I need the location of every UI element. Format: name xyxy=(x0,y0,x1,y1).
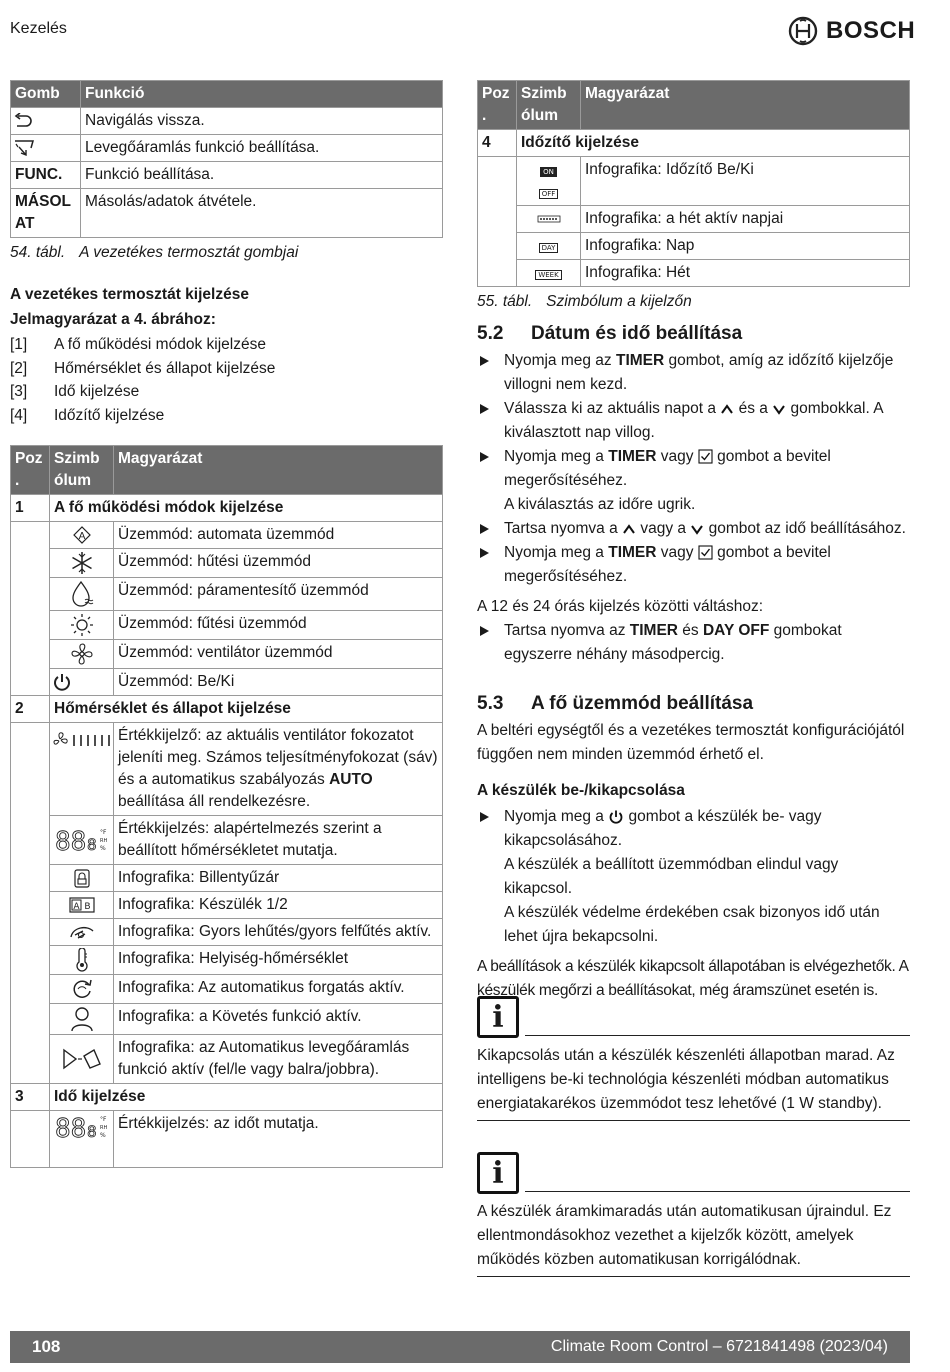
steps-list xyxy=(477,349,910,589)
table-row: Infografika: Az automatikus forgatás aktív. xyxy=(11,975,443,1004)
col-header-symbol: Szimb ólum xyxy=(517,81,581,130)
button-label: MÁSOL AT xyxy=(11,189,81,238)
svg-text:8: 8 xyxy=(86,835,97,854)
format-note: A 12 és 24 órás kijelzés közötti váltáshoz: xyxy=(477,598,764,615)
timer-symbols-table xyxy=(477,80,910,287)
table-row: Üzemmód: ventilátor üzemmód xyxy=(11,640,443,669)
table-row: Infografika: a hét aktív napjai xyxy=(478,206,910,233)
seven-segment-icon xyxy=(54,1113,110,1141)
svg-text:RH: RH xyxy=(99,1125,107,1131)
fan-speed-icon xyxy=(52,732,112,748)
table-row: Infografika: az Automatikus levegőáramlás funkció aktív (fel/le vagy balra/jobbra). xyxy=(11,1035,443,1084)
auto-mode-icon xyxy=(70,525,94,545)
step-item: Nyomja meg a gombot a készülék be- vagy kikapcsolásához. A készülék a beállított üzemmódban elindul vagy kikapcsol. A készülék védelme érdekében csak bizonyos idő után lehet újra bekapcsolni. xyxy=(477,805,910,949)
fan-speed-text: Értékkijelző: az aktuális ventilátor fokozatot jeleníti meg. Számos teljesítményfokozat (sáv) és a automatikus szabályozás AUTO beállítása áll rendelkezésre. xyxy=(114,723,443,816)
steps-list xyxy=(477,619,910,667)
button-label: FUNC. xyxy=(11,162,81,189)
table-row: Infografika: a Követés funkció aktív. xyxy=(11,1004,443,1035)
col-header-pos: Poz . xyxy=(478,81,517,130)
info-text: A készülék áramkimaradás után automatikusan újraindul. Ez ellentmondásokhoz vezethet a kijelzők között, amelyek működés közben automatikusan korrigálódnak. xyxy=(477,1200,910,1277)
svg-text:8: 8 xyxy=(86,1122,97,1141)
lock-icon xyxy=(72,868,92,888)
confirm-checkbox-icon xyxy=(698,545,713,560)
back-arrow-icon xyxy=(13,113,33,129)
svg-text:A: A xyxy=(78,530,85,542)
info-text: Kikapcsolás után a készülék készenléti állapotban marad. Az intelligens be-ki technológia készenléti módban automatikus energiatakarékos üzemmódot tesz lehetővé (1 W standby). xyxy=(477,1044,910,1121)
legend-item: [2] Hőmérséklet és állapot kijelzése xyxy=(10,359,276,377)
table-row: WEEK Infografika: Hét xyxy=(478,260,910,287)
section-header: Kezelés xyxy=(10,20,67,37)
svg-text:B: B xyxy=(83,901,91,912)
snowflake-icon xyxy=(70,551,94,575)
caption-text: Szimbólum a kijelzőn xyxy=(546,293,692,310)
table-row: 88 8 °F RH % Értékkijelzés: az időt mutatja. xyxy=(11,1111,443,1168)
on-off-icon: ON OFF xyxy=(517,157,581,206)
step-item: Nyomja meg a TIMER vagy gombot a bevitel megerősítéséhez. A kiválasztás az időre ugrik. xyxy=(477,445,910,517)
display-title: A vezetékes termosztát kijelzése xyxy=(10,286,249,303)
table-row: DAY Infografika: Nap xyxy=(478,233,910,260)
group-title: Időzítő kijelzése xyxy=(517,130,910,157)
table-row: Üzemmód: Be/Ki xyxy=(11,669,443,696)
table-row: Infografika: Billentyűzár xyxy=(11,865,443,892)
day-icon: DAY xyxy=(517,233,581,260)
svg-text:°F: °F xyxy=(99,829,106,836)
table-row: Üzemmód: páramentesítő üzemmód xyxy=(11,578,443,611)
page-footer xyxy=(10,1331,910,1363)
info-note-1 xyxy=(477,996,910,1121)
page-number: 108 xyxy=(32,1337,61,1356)
section-5-2 xyxy=(477,322,910,667)
function-text: Funkció beállítása. xyxy=(81,162,443,189)
svg-text:88: 88 xyxy=(54,1114,86,1141)
caption-number: 54. tábl. xyxy=(10,244,66,261)
steps-list xyxy=(477,805,910,949)
ab-icon xyxy=(69,896,95,914)
bosch-armature-icon xyxy=(788,16,818,46)
bosch-logo xyxy=(788,16,915,46)
fan-icon xyxy=(70,642,94,666)
thermometer-icon xyxy=(72,948,92,972)
rotation-icon xyxy=(70,977,94,1001)
table-row: A B Infografika: Készülék 1/2 xyxy=(11,892,443,919)
display-section xyxy=(10,283,443,427)
svg-text:°F: °F xyxy=(99,1116,106,1123)
group-row: 4 Időzítő kijelzése xyxy=(478,130,910,157)
power-icon xyxy=(52,672,72,692)
legend-item: [1] A fő működési módok kijelzése xyxy=(10,336,266,353)
table-row: Infografika: Gyors lehűtés/gyors felfűtés aktív. xyxy=(11,919,443,946)
group-title: A fő működési módok kijelzése xyxy=(50,495,443,522)
svg-text:88: 88 xyxy=(54,827,86,854)
confirm-checkbox-icon xyxy=(698,449,713,464)
legend-list xyxy=(10,333,443,427)
power-icon xyxy=(608,809,624,825)
step-item: Nyomja meg az TIMER gombot, amíg az időzítő kijelzője villogni nem kezd. xyxy=(477,349,910,397)
group-row: 3 Idő kijelzése xyxy=(11,1084,443,1111)
info-icon: i xyxy=(477,1152,519,1194)
legend-item: [3] Idő kijelzése xyxy=(10,383,140,400)
buttons-table xyxy=(10,80,443,238)
table-row: Üzemmód: fűtési üzemmód xyxy=(11,611,443,640)
legend-item: [4] Időzítő kijelzése xyxy=(10,406,165,424)
svg-text:%: % xyxy=(99,1132,106,1139)
step-item: Válassza ki az aktuális napot a és a gombokkal. A kiválasztott nap villog. xyxy=(477,397,910,445)
caption-text: A vezetékes termosztát gombjai xyxy=(79,244,299,261)
col-header-symbol: Szimb ólum xyxy=(50,446,114,495)
section-heading: 5.2 Dátum és idő beállítása xyxy=(477,323,743,344)
function-text: Navigálás vissza. xyxy=(81,108,443,135)
legend-title: Jelmagyarázat a 4. ábrához: xyxy=(10,311,216,328)
svg-text:%: % xyxy=(99,845,106,852)
step-item: Tartsa nyomva a vagy a gombot az idő beállításához. xyxy=(477,517,910,541)
turbo-icon xyxy=(69,923,95,941)
svg-text:RH: RH xyxy=(99,838,107,844)
table-row xyxy=(11,723,443,816)
drop-icon xyxy=(70,580,94,608)
svg-text:A: A xyxy=(72,901,80,912)
table-row: Üzemmód: hűtési üzemmód xyxy=(11,549,443,578)
col-header-pos: Poz . xyxy=(11,446,50,495)
table-54-caption xyxy=(10,242,443,264)
table-row xyxy=(11,162,443,189)
person-icon xyxy=(70,1006,94,1032)
table-row xyxy=(11,189,443,238)
section-5-3 xyxy=(477,692,910,1003)
group-row: 1 A fő működési módok kijelzése xyxy=(11,495,443,522)
symbols-table xyxy=(10,445,443,1168)
sun-icon xyxy=(70,613,94,637)
arrow-up-icon xyxy=(622,523,636,535)
seven-segment-icon xyxy=(54,826,110,854)
col-header-function: Funkció xyxy=(81,81,443,108)
intro-text: A beltéri egységtől és a vezetékes termosztát konfigurációjától függően nem minden üzemmód érhető el. xyxy=(477,722,905,763)
symbols-table-block xyxy=(10,445,443,1168)
document-reference: Climate Room Control – 6721841498 (2023/04) xyxy=(550,1338,888,1355)
table-row xyxy=(11,135,443,162)
info-icon: i xyxy=(477,996,519,1038)
group-row: 2 Hőmérséklet és állapot kijelzése xyxy=(11,696,443,723)
function-text: Másolás/adatok átvétele. xyxy=(81,189,443,238)
info-note-2 xyxy=(477,1152,910,1277)
group-title: Idő kijelzése xyxy=(50,1084,443,1111)
caption-number: 55. tábl. xyxy=(477,293,533,310)
step-item: Tartsa nyomva az TIMER és DAY OFF gombokat egyszerre néhány másodpercig. xyxy=(477,619,910,667)
col-header-desc: Magyarázat xyxy=(114,446,443,495)
function-text: Levegőáramlás funkció beállítása. xyxy=(81,135,443,162)
table-row: 88 8 °F RH % Értékkijelzés: alapértelmezés szerint a beállított hőmérsékletet mutatja. xyxy=(11,816,443,865)
col-header-button: Gomb xyxy=(11,81,81,108)
airflow-icon xyxy=(13,138,37,158)
arrow-up-icon xyxy=(720,403,734,415)
brand-name: BOSCH xyxy=(826,17,916,44)
group-title: Hőmérséklet és állapot kijelzése xyxy=(50,696,443,723)
table-55-block xyxy=(477,80,910,313)
table-row xyxy=(11,108,443,135)
arrow-down-icon xyxy=(772,403,786,415)
step-item: Nyomja meg a TIMER vagy gombot a bevitel megerősítéséhez. xyxy=(477,541,910,589)
table-row: ON OFF Infografika: Időzítő Be/Ki xyxy=(478,157,910,206)
table-row: Infografika: Helyiség-hőmérséklet xyxy=(11,946,443,975)
section-heading: 5.3 A fő üzemmód beállítása xyxy=(477,693,754,714)
settings-text: A beállítások a készülék kikapcsolt állapotában is elvégezhetők. A készülék megőrzi a beállításokat, még áramszünet esetén is. xyxy=(477,958,908,999)
weekdays-icon xyxy=(537,214,561,224)
table-54-block xyxy=(10,80,443,264)
table-row: A Üzemmód: automata üzemmód xyxy=(11,522,443,549)
col-header-desc: Magyarázat xyxy=(581,81,910,130)
table-55-caption xyxy=(477,291,910,313)
swing-icon xyxy=(60,1046,104,1072)
arrow-down-icon xyxy=(690,523,704,535)
subsection-title: A készülék be-/kikapcsolása xyxy=(477,782,685,799)
week-icon: WEEK xyxy=(517,260,581,287)
